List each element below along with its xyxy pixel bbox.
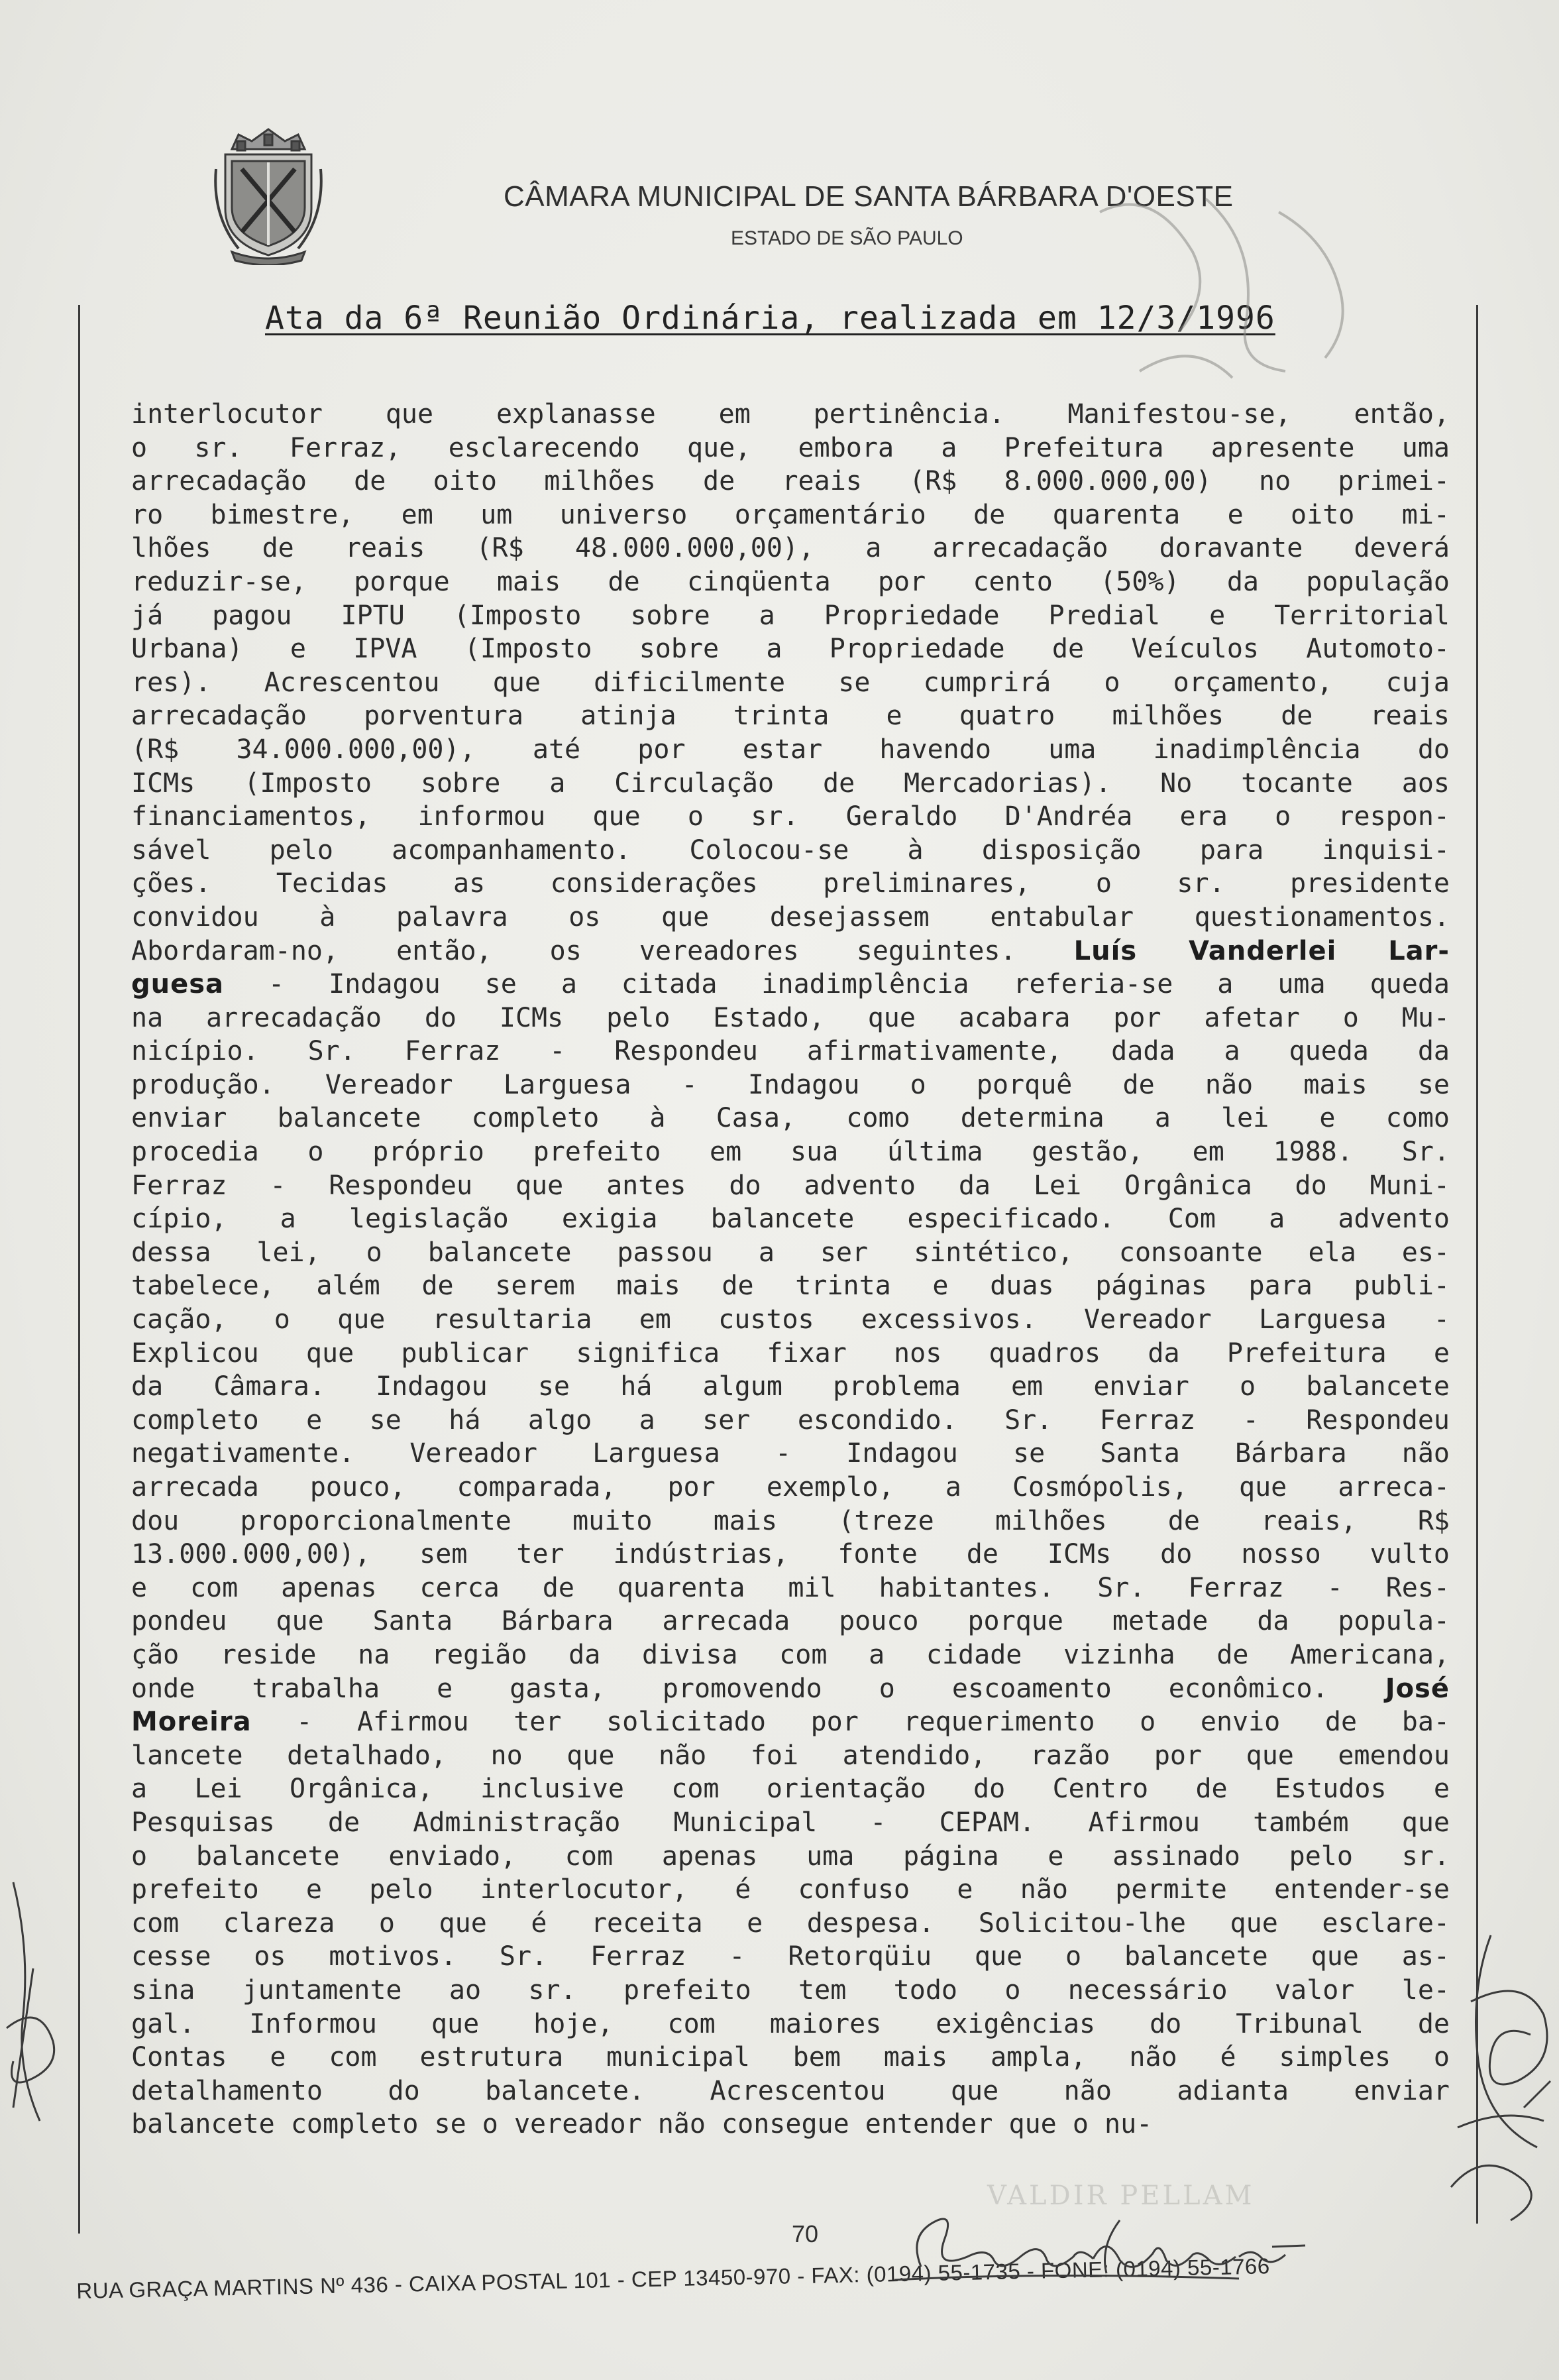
signature-bottom-icon	[881, 2194, 1358, 2287]
text-line	[131, 1068, 1450, 1102]
footer-address: RUA GRAÇA MARTINS Nº 436 - CAIXA POSTAL 101 - CEP 13450-970 - FAX: (0194) 55-1735 - FONE: (0194) 55-1766	[76, 2253, 1271, 2303]
text-segment: o balancete enviado, com apenas uma página e assinado pelo sr.	[131, 1841, 1450, 1872]
text-line	[131, 1974, 1450, 2008]
text-segment: já pagou IPTU (Imposto sobre a Propriedade Predial e Territorial	[131, 600, 1450, 631]
text-line	[131, 465, 1450, 498]
text-line	[131, 901, 1450, 935]
text-segment: financiamentos, informou que o sr. Geraldo D'Andréa era o respon-	[131, 801, 1450, 832]
text-segment: com clareza o que é receita e despesa. Solicitou-lhe que esclare-	[131, 1907, 1450, 1939]
text-segment: produção. Vereador Larguesa - Indagou o porquê de não mais se	[131, 1069, 1450, 1100]
text-line	[131, 1337, 1450, 1371]
text-line	[131, 1739, 1450, 1773]
text-line	[131, 666, 1450, 700]
text-line	[131, 1940, 1450, 1974]
speaker-name: Moreira	[131, 1707, 252, 1738]
text-line	[131, 565, 1450, 599]
text-line	[131, 1907, 1450, 1941]
text-line	[131, 632, 1450, 666]
text-segment: o sr. Ferraz, esclarecendo que, embora a Prefeitura apresente uma	[131, 432, 1450, 463]
text-segment: detalhamento do balancete. Acrescentou que não adianta enviar	[131, 2075, 1450, 2106]
text-segment: tabelece, além de serem mais de trinta e duas páginas para publi-	[131, 1271, 1450, 1302]
text-line	[131, 2074, 1450, 2108]
page-number: 70	[792, 2220, 819, 2247]
speaker-name: guesa	[131, 969, 225, 1000]
text-segment: interlocutor que explanasse em pertinência. Manifestou-se, então,	[131, 399, 1450, 429]
text-segment: convidou à palavra os que desejassem entabular questionamentos.	[131, 901, 1450, 933]
text-line	[131, 1303, 1450, 1337]
text-line	[131, 1169, 1450, 1203]
text-line	[131, 1806, 1450, 1840]
text-line	[131, 1404, 1450, 1438]
text-segment: (R$ 34.000.000,00), até por estar havendo uma inadimplência do	[131, 734, 1450, 765]
minutes-body	[131, 398, 1450, 2141]
text-line	[131, 1772, 1450, 1806]
organization-state: ESTADO DE SÃO PAULO	[731, 227, 963, 249]
text-segment: negativamente. Vereador Larguesa - Indagou se Santa Bárbara não	[131, 1438, 1450, 1469]
bleed-through-text: VALDIR PELLAM	[987, 2181, 1255, 2211]
text-line	[131, 1840, 1450, 1874]
text-line	[131, 431, 1450, 465]
text-line	[131, 1135, 1450, 1169]
organization-name: CÂMARA MUNICIPAL DE SANTA BÁRBARA D'OESTE	[504, 180, 1234, 213]
initials-right-margin-icon	[1444, 1909, 1559, 2253]
text-segment: completo e se há algo a ser escondido. Sr. Ferraz - Respondeu	[131, 1404, 1450, 1436]
text-line	[131, 1538, 1450, 1571]
text-line	[131, 1370, 1450, 1404]
text-line	[131, 1672, 1450, 1706]
text-line	[131, 968, 1450, 1001]
text-segment: da Câmara. Indagou se há algum problema em enviar o balancete	[131, 1371, 1450, 1402]
text-segment: sina juntamente ao sr. prefeito tem todo o necessário valor le-	[131, 1974, 1450, 2006]
text-segment: lancete detalhado, no que não foi atendido, razão por que emendou	[131, 1740, 1450, 1771]
text-line	[131, 1202, 1450, 1236]
text-segment: Ferraz - Respondeu que antes do advento da Lei Orgânica do Muni-	[131, 1170, 1450, 1201]
text-segment: Explicou que publicar significa fixar nos quadros da Prefeitura e	[131, 1337, 1450, 1369]
text-line	[131, 1873, 1450, 1907]
speaker-name: José	[1385, 1673, 1450, 1704]
text-line	[131, 1471, 1450, 1504]
text-segment: enviar balancete completo à Casa, como determina a lei e como	[131, 1103, 1450, 1134]
text-segment: balancete completo se o vereador não consegue entender que o nu-	[131, 2109, 1153, 2140]
text-line	[131, 733, 1450, 767]
text-segment: reduzir-se, porque mais de cinqüenta por cento (50%) da população	[131, 566, 1450, 597]
text-segment: Contas e com estrutura municipal bem mais ampla, não é simples o	[131, 2042, 1450, 2073]
text-segment: 13.000.000,00), sem ter indústrias, fonte de ICMs do nosso vulto	[131, 1539, 1450, 1570]
text-line	[131, 1705, 1450, 1739]
text-segment: pondeu que Santa Bárbara arrecada pouco porque metade da popula-	[131, 1606, 1450, 1637]
text-segment: - Indagou se a citada inadimplência referia-se a uma queda	[224, 969, 1450, 1000]
text-segment: gal. Informou que hoje, com maiores exigências do Tribunal de	[131, 2008, 1450, 2039]
text-line	[131, 935, 1450, 968]
text-line	[131, 1437, 1450, 1471]
text-line	[131, 699, 1450, 733]
text-line	[131, 1504, 1450, 1538]
initials-left-margin-icon	[0, 1869, 73, 2147]
text-line	[131, 1605, 1450, 1638]
speaker-name: Luís Vanderlei Lar-	[1073, 935, 1450, 966]
text-line	[131, 1571, 1450, 1605]
document-title: Ata da 6ª Reunião Ordinária, realizada em 12/3/1996	[265, 300, 1275, 337]
text-line	[131, 1035, 1450, 1068]
text-segment: nicípio. Sr. Ferraz - Respondeu afirmativamente, dada a queda da	[131, 1036, 1450, 1067]
text-line	[131, 834, 1450, 868]
text-segment: - Afirmou ter solicitado por requerimento o envio de ba-	[251, 1707, 1450, 1738]
initials-top-right-icon	[1060, 172, 1391, 398]
text-segment: prefeito e pelo interlocutor, é confuso e não permite entender-se	[131, 1874, 1450, 1905]
text-segment: arrecadação de oito milhões de reais (R$ 8.000.000,00) no primei-	[131, 466, 1450, 497]
text-segment: lhões de reais (R$ 48.000.000,00), a arrecadação doravante deverá	[131, 533, 1450, 564]
text-line	[131, 800, 1450, 834]
text-segment: ção reside na região da divisa com a cidade vizinha de Americana,	[131, 1639, 1450, 1670]
text-segment: ro bimestre, em um universo orçamentário de quarenta e oito mi-	[131, 499, 1450, 530]
municipal-crest-icon	[212, 123, 325, 265]
text-line	[131, 398, 1450, 431]
text-segment: res). Acrescentou que dificilmente se cumprirá o orçamento, cuja	[131, 667, 1450, 698]
text-line	[131, 1001, 1450, 1035]
text-line	[131, 2008, 1450, 2041]
text-line	[131, 1102, 1450, 1135]
text-segment: sável pelo acompanhamento. Colocou-se à disposição para inquisi-	[131, 834, 1450, 866]
text-line	[131, 867, 1450, 901]
text-segment: arrecadação porventura atinja trinta e quatro milhões de reais	[131, 701, 1450, 732]
text-segment: arrecada pouco, comparada, por exemplo, a Cosmópolis, que arreca-	[131, 1472, 1450, 1502]
text-segment: na arrecadação do ICMs pelo Estado, que acabara por afetar o Mu-	[131, 1002, 1450, 1033]
text-line	[131, 1269, 1450, 1303]
text-segment: cesse os motivos. Sr. Ferraz - Retorqüiu que o balancete que as-	[131, 1941, 1450, 1972]
text-segment: procedia o próprio prefeito em sua última gestão, em 1988. Sr.	[131, 1137, 1450, 1168]
text-segment: cípio, a legislação exigia balancete especificado. Com a advento	[131, 1204, 1450, 1235]
text-line	[131, 2041, 1450, 2074]
text-line	[131, 1638, 1450, 1672]
left-margin-rule	[78, 305, 80, 2234]
text-segment: dou proporcionalmente muito mais (treze milhões de reais, R$	[131, 1505, 1450, 1536]
text-line	[131, 599, 1450, 633]
text-segment: Urbana) e IPVA (Imposto sobre a Propriedade de Veículos Automoto-	[131, 634, 1450, 665]
text-line	[131, 2108, 1450, 2141]
text-line	[131, 498, 1450, 532]
text-segment: ções. Tecidas as considerações preliminares, o sr. presidente	[131, 868, 1450, 899]
text-segment: cação, o que resultaria em custos excessivos. Vereador Larguesa -	[131, 1304, 1450, 1335]
text-segment: ICMs (Imposto sobre a Circulação de Mercadorias). No tocante aos	[131, 767, 1450, 799]
text-segment: onde trabalha e gasta, promovendo o escoamento econômico.	[131, 1673, 1385, 1704]
text-line	[131, 767, 1450, 801]
text-line	[131, 532, 1450, 565]
text-line	[131, 1236, 1450, 1270]
text-segment: Abordaram-no, então, os vereadores seguintes.	[131, 935, 1074, 966]
text-segment: a Lei Orgânica, inclusive com orientação do Centro de Estudos e	[131, 1774, 1450, 1805]
text-segment: dessa lei, o balancete passou a ser sintético, consoante ela es-	[131, 1237, 1450, 1268]
text-segment: Pesquisas de Administração Municipal - CEPAM. Afirmou também que	[131, 1807, 1450, 1838]
text-segment: e com apenas cerca de quarenta mil habitantes. Sr. Ferraz - Res-	[131, 1572, 1450, 1603]
